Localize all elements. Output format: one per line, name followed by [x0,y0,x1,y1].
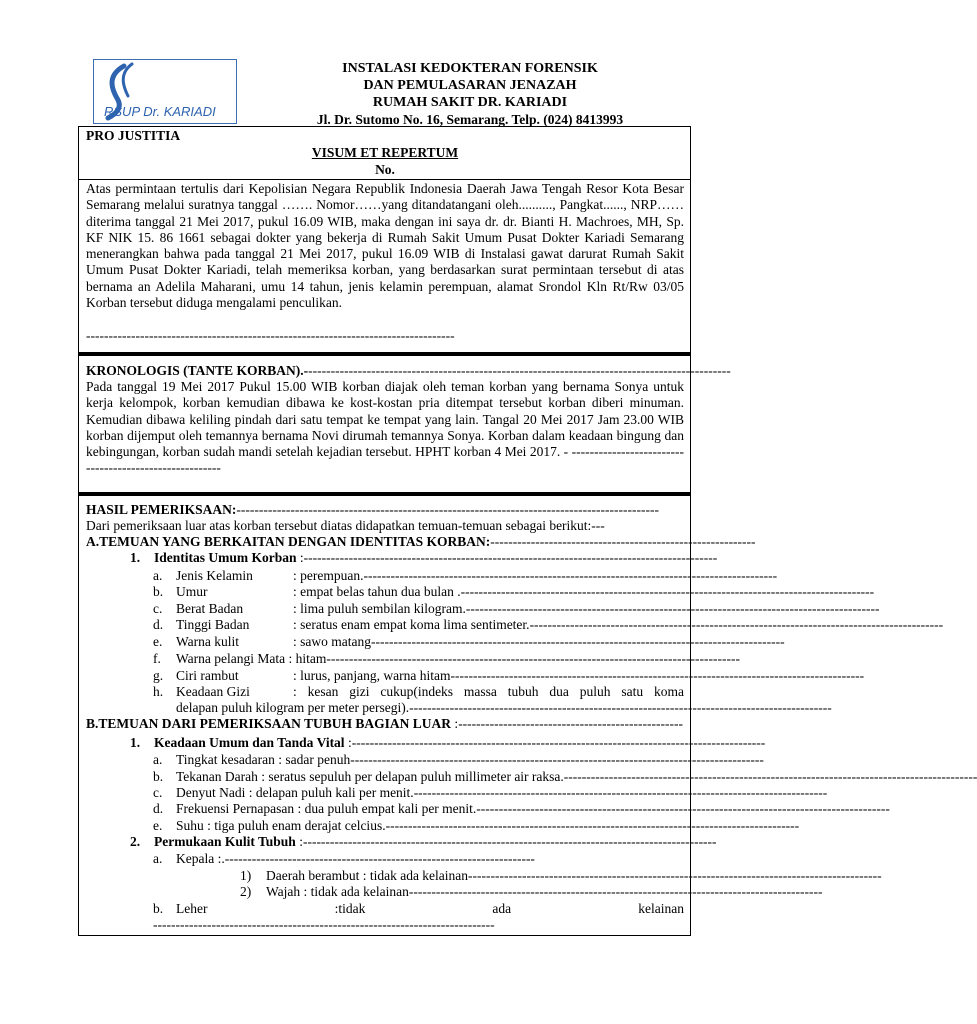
dash-leader: -------------------------------------------------------------------------------------------- [450,668,865,683]
field-value: Daerah berambut : tidak ada kelainan [266,868,469,883]
field-value: Warna pelangi Mata : hitam [176,651,327,666]
list-letter: a. [153,752,163,767]
dash-leader: --------------------------------------------------------------------- [224,851,535,866]
identitas-heading: Identitas Umum Korban [154,550,297,565]
list-item [86,601,880,617]
dash-leader: -------------------------------------------------------------------------------------------- [351,735,766,750]
list-item [86,868,882,884]
field-value: : lima puluh sembilan kilogram. [293,601,466,616]
field-value: : kesan gizi cukup(indeks massa tubuh dua puluh satu koma [293,684,684,699]
heading-colon: : [296,550,304,565]
institution-address: Jl. Dr. Sutomo No. 16, Semarang. Telp. (024) 8413993 [316,112,624,127]
field-value: Denyut Nadi : delapan puluh kali per menit. [176,785,414,800]
field-label: Warna kulit [176,634,240,649]
institution-line-1: INSTALASI KEDOKTERAN FORENSIK [342,61,598,76]
list-item-continuation [86,700,832,716]
hasil-heading-row [86,502,684,518]
list-item [86,851,684,867]
field-value: Frekuensi Pernapasan : dua puluh empat kali per menit. [176,801,477,816]
field-value: : sawo matang [293,634,371,649]
dash-leader: -------------------------------------------------------------------------------------------- [363,568,778,583]
list-item [86,634,785,650]
section-divider [78,352,691,356]
list-letter: e. [153,634,163,649]
vital-heading: Keadaan Umum dan Tanda Vital [154,735,345,750]
identitas-heading-row [86,550,718,566]
list-item [86,617,944,633]
dash-leader: -------------------------------------------------------------------------------------------- [350,752,764,767]
list-item [86,801,890,817]
list-item [86,668,865,684]
dash-leader: ------------------------------------------------------- [86,444,684,476]
letterhead [270,60,670,128]
section-b-heading: B.TEMUAN DARI PEMERIKSAAN TUBUH BAGIAN LUAR [86,716,452,731]
list-item [86,769,977,785]
dash-leader: -------------------------------------------------------------------------------------------- [413,785,828,800]
dash-leader: -------------------------------------------------------------------------------------------- [563,769,977,784]
field-value: ada [492,901,512,916]
list-letter: b. [153,901,164,916]
dash-leader: ----------------------------------------------------------- [490,534,756,549]
field-value: : perempuan. [293,568,364,583]
list-letter: a. [153,568,163,583]
intro-paragraph: Atas permintaan tertulis dari Kepolisian Negara Republik Indonesia Daerah Jawa Tengah Resor Kota Besar Semarang melalui suratnya tanggal ……. Nomor……yang ditandatangani oleh.........., Pangkat......, NRP…… diterima tanggal 21 Mei 2017, pukul 16.09 WIB, maka dengan ini saya dr. dr. Bianti H. Machroes, MH, Sp. KF NIK 15. 86 1661 sebagai dokter yang bekerja di Rumah Sakit Umum Pusat Dokter Kariadi Semarang menerangkan bahwa pada tanggal 21 Mei 2017, pukul 16.09 WIB di Instalasi gawat darurat Rumah Sakit Umum Pusat Dokter Kariadi, telah memeriksa korban, yang berdasarkan surat permintaan tersebut di atas bernama an Adelila Maharani, umu 14 tahun, jenis kelamin perempuan, alamat Srondol Kln Rt/Rw 03/05 Korban tersebut diduga mengalami penculikan. [86,181,684,311]
field-value: Tekanan Darah : seratus sepuluh per delapan puluh millimeter air raksa. [176,769,564,784]
dash-leader: -------------------------------------------------------------------------------------------- [326,651,740,666]
kulit-heading-row [86,834,717,850]
section-a-row [86,534,756,550]
field-label: Leher [176,901,208,916]
list-letter: b. [153,584,164,599]
section-a-heading: A.TEMUAN YANG BERKAITAN DENGAN IDENTITAS KORBAN: [86,534,491,549]
list-item [86,684,684,700]
field-value: : lurus, panjang, warna hitam [293,668,451,683]
pro-justitia: PRO JUSTITIA [86,128,181,143]
field-label: Berat Badan [176,601,244,616]
list-letter: c. [153,785,163,800]
list-letter: b. [153,769,164,784]
field-value: delapan puluh kilogram per meter persegi). [176,700,410,715]
logo-text: RSUP Dr. KARIADI [104,104,216,119]
heading-colon: : [295,834,303,849]
dash-leader: -------------------------------------------------- [458,716,683,731]
field-label: Ciri rambut [176,668,239,683]
list-item [86,568,778,584]
list-number: 1. [130,550,141,565]
dash-leader: ---------------------------------------------------------------------------------------------- [236,502,659,517]
field-value: Wajah : tidak ada kelainan [266,884,409,899]
field-value: kelainan [638,901,684,916]
list-item [86,651,740,667]
field-label: Tinggi Badan [176,617,250,632]
dash-leader: -------------------------------------------------------------------------------------------- [408,884,823,899]
list-item [86,884,823,900]
list-item [86,901,684,917]
kronologis-heading-row [86,363,731,379]
field-value: : empat belas tahun dua bulan . [293,584,461,599]
list-item [86,818,800,834]
field-label: Umur [176,584,208,599]
dash-leader: -------------------------------------------------------------------------------------------- [529,617,944,632]
list-number: 2) [240,884,252,899]
field-value: : seratus enam empat koma lima sentimeter. [293,617,530,632]
field-label: Jenis Kelamin [176,568,253,583]
dash-leader: -------------------------------------------------------------------------------------------- [302,834,717,849]
kronologis-text: Pada tanggal 19 Mei 2017 Pukul 15.00 WIB korban diajak oleh teman korban yang bernama Sonya untuk kerja kelompok, korban kemudian dibawa ke kost-kostan pria ditempat tersebut korban diberi minuman. Kemudian dibawa keliling pindah dari satu tempat ke tempat yang lain. Tangal 20 Mei 2017 Jam 23.00 WIB korban dijemput oleh temannya bernama Novi dirumah temannya Sonya. Korban dalam keadaan bingung dan kebingungan, korban sudah mandi setelah kejadian tersebut. HPHT korban 4 Mei 2017. - [86,379,684,460]
field-label: Keadaan Gizi [176,684,250,699]
list-item [86,752,764,768]
dash-leader: -------------------------------------------------------------------------------------------- [476,801,890,816]
list-letter: d. [153,801,164,816]
section-b-row: B.TEMUAN DARI PEMERIKSAAN TUBUH BAGIAN LUAR : -------------------------------------------------- [86,716,683,731]
list-item [86,584,875,600]
hasil-heading: HASIL PEMERIKSAAN: [86,502,237,517]
dash-leader: -------------------------------------------------------------------------------------------- [370,634,785,649]
list-letter: h. [153,684,164,699]
institution-line-3: RUMAH SAKIT DR. KARIADI [372,95,568,110]
field-value: :tidak [334,901,366,916]
list-letter: f. [153,651,161,666]
list-number: 1. [130,735,141,750]
document-number: No. [375,162,395,177]
dash-leader: -------------------------------------------------------------------------------------------- [460,584,875,599]
list-item [86,785,828,801]
field-value: Suhu : tiga puluh enam derajat celcius. [176,818,386,833]
dash-leader: ---------------------------------------------------------------------------------------------- [409,700,832,715]
hospital-logo [93,59,237,124]
field-value: Tingkat kesadaran : sadar penuh [176,752,351,767]
institution-line-2: DAN PEMULASARAN JENAZAH [363,78,577,93]
dash-leader: -------------------------------------------------------------------------------------------- [465,601,880,616]
vital-heading-row [86,735,766,751]
intro-dashes: ---------------------------------------------------------------------------------- [86,328,455,343]
list-letter: d. [153,617,164,632]
field-value: Kepala :. [176,851,225,866]
leher-dashes: ---------------------------------------------------------------------------- [153,917,495,932]
list-letter: e. [153,818,163,833]
list-letter: a. [153,851,163,866]
list-letter: c. [153,601,163,616]
list-letter: g. [153,668,164,683]
kulit-heading: Permukaan Kulit Tubuh [154,834,296,849]
heading-colon: : [344,735,352,750]
kronologis-paragraph [86,379,684,477]
document-title: VISUM ET REPERTUM [311,145,459,160]
dash-leader: -------------------------------------------------------------------------------------------- [303,550,718,565]
list-number: 2. [130,834,141,849]
title-divider [78,179,691,180]
kronologis-heading: KRONOLOGIS (TANTE KORBAN).- [86,363,309,378]
dash-leader: -------------------------------------------------------------------------------------------- [468,868,882,883]
section-divider [78,492,691,496]
dash-leader: ---------------------------------------------------------------------------------------------- [308,363,731,378]
dash-leader: -------------------------------------------------------------------------------------------- [385,818,800,833]
list-number: 1) [240,868,252,883]
hasil-intro: Dari pemeriksaan luar atas korban tersebut diatas didapatkan temuan-temuan sebagai berikut:--- [86,518,605,533]
